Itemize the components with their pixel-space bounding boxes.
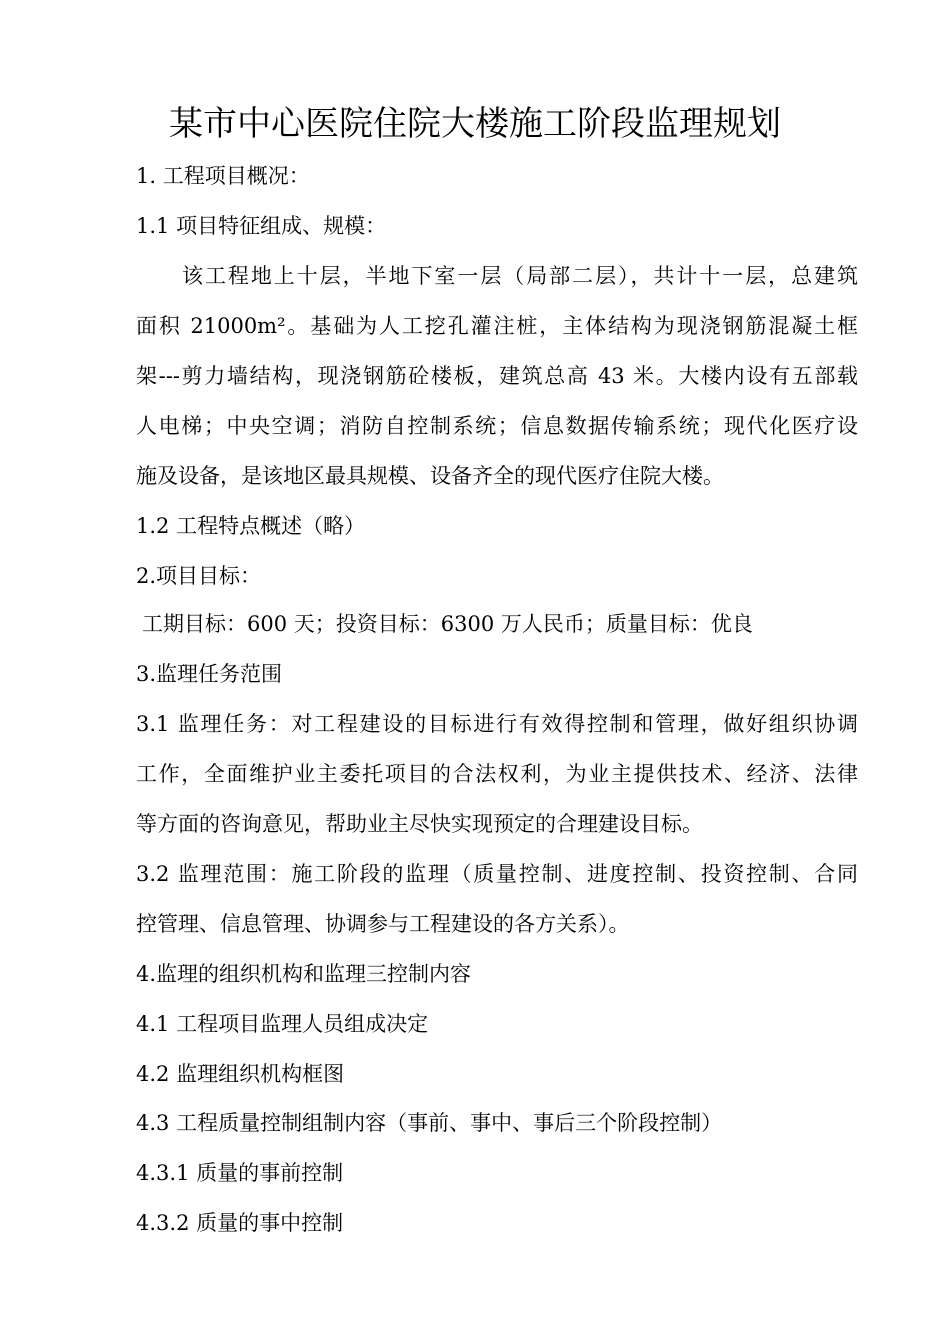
heading-4-2: 4.2 监理组织机构框图: [136, 1062, 345, 1086]
heading-2: 2.项目目标：: [136, 564, 262, 588]
heading-4: 4.监理的组织机构和监理三控制内容: [136, 962, 472, 986]
paragraph-line: 架---剪力墙结构，现浇钢筋砼楼板，建筑总高 43 米。大楼内设有五部载: [136, 364, 858, 388]
heading-4-1: 4.1 工程项目监理人员组成决定: [136, 1012, 429, 1036]
paragraph-line: 控管理、信息管理、协调参与工程建设的各方关系）。: [136, 912, 630, 936]
document-title: 某市中心医院住院大楼施工阶段监理规划: [169, 104, 781, 144]
paragraph-line: 工作，全面维护业主委托项目的合法权利，为业主提供技术、经济、法律: [136, 762, 858, 786]
heading-4-3: 4.3 工程质量控制组制内容（事前、事中、事后三个阶段控制）: [136, 1111, 723, 1135]
paragraph-line: 施及设备，是该地区最具规模、设备齐全的现代医疗住院大楼。: [136, 464, 724, 488]
heading-4-3-2: 4.3.2 质量的事中控制: [136, 1211, 344, 1235]
paragraph-line: 该工程地上十层，半地下室一层（局部二层），共计十一层，总建筑: [182, 264, 858, 288]
heading-1-2: 1.2 工程特点概述（略）: [136, 514, 366, 538]
heading-4-3-1: 4.3.1 质量的事前控制: [136, 1161, 344, 1185]
paragraph-line: 3.2 监理范围：施工阶段的监理（质量控制、进度控制、投资控制、合同: [136, 862, 858, 886]
paragraph-line: 人电梯；中央空调；消防自控制系统；信息数据传输系统；现代化医疗设: [136, 414, 858, 438]
heading-1: 1. 工程项目概况：: [136, 164, 310, 188]
project-goals-line: 工期目标：600 天；投资目标：6300 万人民币；质量目标：优良: [142, 612, 753, 636]
paragraph-line: 3.1 监理任务：对工程建设的目标进行有效得控制和管理，做好组织协调: [136, 712, 858, 736]
heading-1-1: 1.1 项目特征组成、规模：: [136, 214, 387, 238]
paragraph-line: 等方面的咨询意见，帮助业主尽快实现预定的合理建设目标。: [136, 812, 703, 836]
paragraph-line: 面积 21000m²。基础为人工挖孔灌注桩，主体结构为现浇钢筋混凝土框: [136, 314, 858, 338]
heading-3: 3.监理任务范围: [136, 662, 283, 686]
